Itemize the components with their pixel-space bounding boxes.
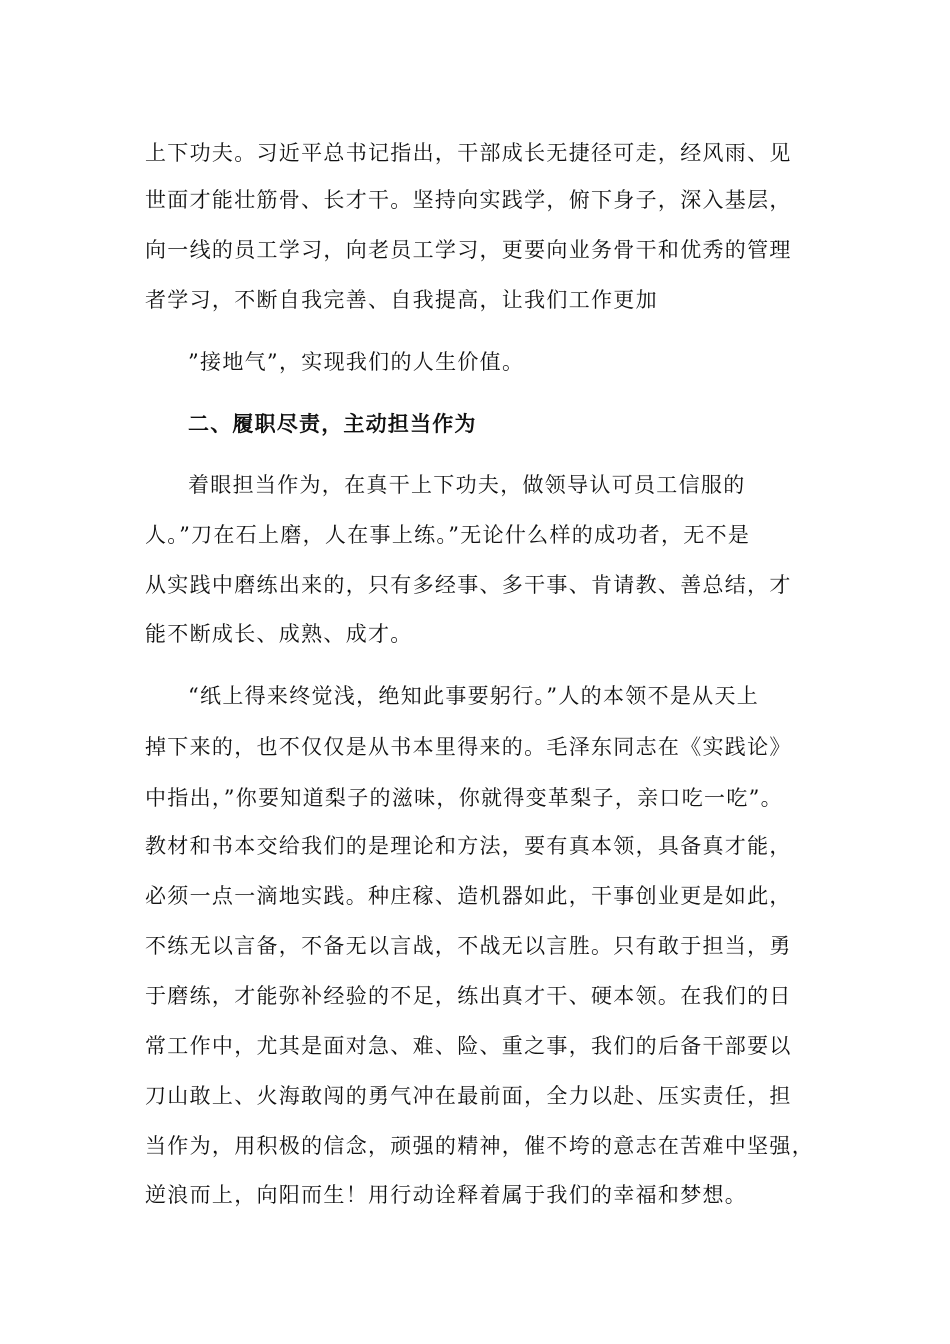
paragraph-1-line-5: ”接地气”，实现我们的人生价值。	[188, 350, 525, 374]
section-heading-2: 二、履职尽责，主动担当作为	[188, 412, 477, 436]
paragraph-3-line-2: 掉下来的，也不仅仅是从书本里得来的。毛泽东同志在《实践论》	[145, 735, 792, 759]
paragraph-3-line-4: 教材和书本交给我们的是理论和方法，要有真本领，具备真才能，	[145, 834, 792, 858]
paragraph-1-line-4: 者学习，不断自我完善、自我提高，让我们工作更加	[145, 288, 658, 312]
paragraph-3-line-1: “纸上得来终觉浅，绝知此事要躬行。”人的本领不是从天上	[188, 684, 760, 708]
paragraph-2-line-3: 从实践中磨练出来的，只有多经事、多干事、肯请教、善总结，才	[145, 573, 792, 597]
paragraph-3-line-8: 常工作中，尤其是面对急、难、险、重之事，我们的后备干部要以	[145, 1034, 792, 1058]
paragraph-3-line-7: 于磨练，才能弥补经验的不足，练出真才干、硬本领。在我们的日	[145, 984, 792, 1008]
paragraph-2-line-1: 着眼担当作为，在真干上下功夫，做领导认可员工信服的	[188, 473, 746, 497]
paragraph-3-line-3: 中指出，”你要知道梨子的滋味，你就得变革梨子，亲口吃一吃”。	[145, 786, 783, 810]
paragraph-3-line-9: 刀山敢上、火海敢闯的勇气冲在最前面，全力以赴、压实责任，担	[145, 1084, 792, 1108]
paragraph-3-line-10: 当作为，用积极的信念，顽强的精神，催不垮的意志在苦难中坚强，	[145, 1134, 814, 1158]
paragraph-1-line-2: 世面才能壮筋骨、长才干。坚持向实践学，俯下身子，深入基层，	[145, 188, 792, 212]
paragraph-2-line-2: 人。”刀在石上磨，人在事上练。”无论什么样的成功者，无不是	[145, 523, 751, 547]
paragraph-1-line-3: 向一线的员工学习，向老员工学习，更要向业务骨干和优秀的管理	[145, 238, 792, 262]
paragraph-3-line-11: 逆浪而上，向阳而生！用行动诠释着属于我们的幸福和梦想。	[145, 1183, 748, 1207]
paragraph-3-line-5: 必须一点一滴地实践。种庄稼、造机器如此，干事创业更是如此，	[145, 884, 792, 908]
paragraph-3-line-6: 不练无以言备，不备无以言战，不战无以言胜。只有敢于担当，勇	[145, 934, 792, 958]
paragraph-1-line-1: 上下功夫。习近平总书记指出，干部成长无捷径可走，经风雨、见	[145, 141, 792, 165]
paragraph-2-line-4: 能不断成长、成熟、成才。	[145, 622, 413, 646]
